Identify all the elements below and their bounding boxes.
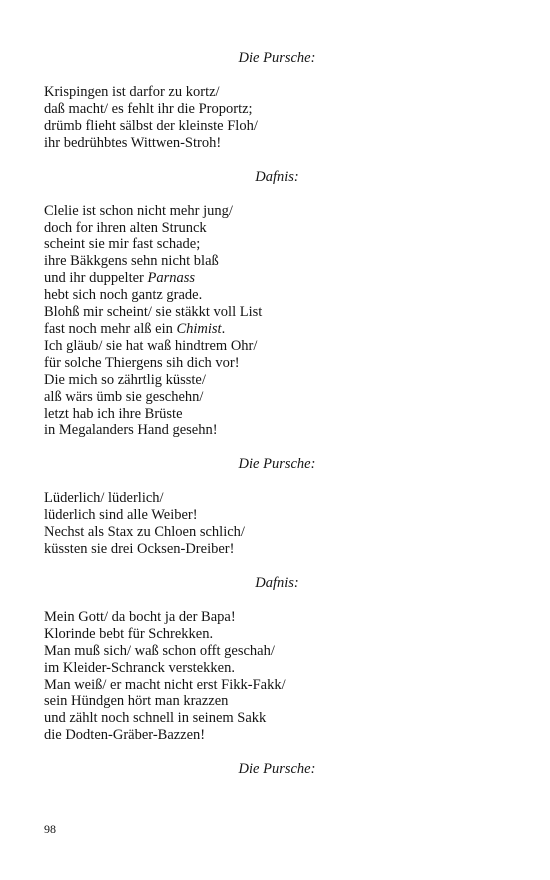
verse-line: Nechst als Stax zu Chloen schlich/ [44,524,245,541]
verse-line: küssten sie drei Ocksen-Dreiber! [44,541,235,558]
page-number: 98 [44,822,56,836]
speaker-heading: Die Pursche: [238,456,316,473]
verse-line: im Kleider-Schranck verstekken. [44,659,235,676]
section [44,759,316,779]
verse-line: ihre Bäkkgens sehn nicht blaß [44,253,219,270]
verse-line: Blohß mir scheint/ sie stäkkt voll List [44,304,263,321]
verse-line: hebt sich noch gantz grade. [44,287,203,304]
stanza [44,84,294,152]
verse-line: Mein Gott/ da bocht ja der Bapa! [44,608,236,625]
verse-line: die Dodten-Gräber-Bazzen! [44,727,206,744]
verse-line: daß macht/ es fehlt ihr die Proportz; [44,100,253,117]
verse-line: drümb flieht sälbst der kleinste Floh/ [44,117,258,134]
verse-line: scheint sie mir fast schade; [44,236,201,253]
speaker-heading: Die Pursche: [238,50,316,66]
section [44,573,299,744]
italic-word: Parnass [147,270,196,287]
stanza [44,609,294,744]
italic-word: Chimist [176,320,222,337]
verse-line: für solche Thiergens sih dich vor! [44,354,240,371]
verse-line: in Megalanders Hand gesehn! [44,422,218,439]
verse-line: sein Hündgen hört man krazzen [44,693,229,710]
verse-line: lüderlich sind alle Weiber! [44,507,198,524]
verse-line: fast noch mehr alß ein Chimist. [44,320,226,337]
verse-line: letzt hab ich ihre Brüste [44,405,183,422]
speaker-heading: Dafnis: [255,574,299,591]
speaker-heading: Die Pursche: [238,761,316,778]
section [44,48,316,152]
verse-line: Clelie ist schon nicht mehr jung/ [44,202,233,219]
stanza [44,203,294,440]
verse-line: Man weiß/ er macht nicht erst Fikk-Fakk/ [44,676,286,693]
stanza [44,490,294,558]
verse-line: alß wärs ümb sie geschehn/ [44,388,204,405]
verse-line: Klorinde bebt für Schrekken. [44,625,214,642]
verse-line: ihr bedrühbtes Wittwen-Stroh! [44,134,222,151]
section [44,454,316,558]
verse-line: und ihr duppelter Parnass [44,270,196,287]
section [44,167,299,440]
verse-text [44,48,316,779]
speaker-heading: Dafnis: [255,168,299,185]
verse-line: und zählt noch schnell in seinem Sakk [44,710,267,727]
verse-line: Die mich so zährtlig küsste/ [44,371,206,388]
verse-line: Krispingen ist darfor zu kortz/ [44,84,220,100]
verse-line: Man muß sich/ waß schon offt geschah/ [44,642,275,659]
verse-line: doch for ihren alten Strunck [44,219,207,236]
verse-line: Lüderlich/ lüderlich/ [44,490,164,507]
verse-line: Ich gläub/ sie hat waß hindtrem Ohr/ [44,337,258,354]
